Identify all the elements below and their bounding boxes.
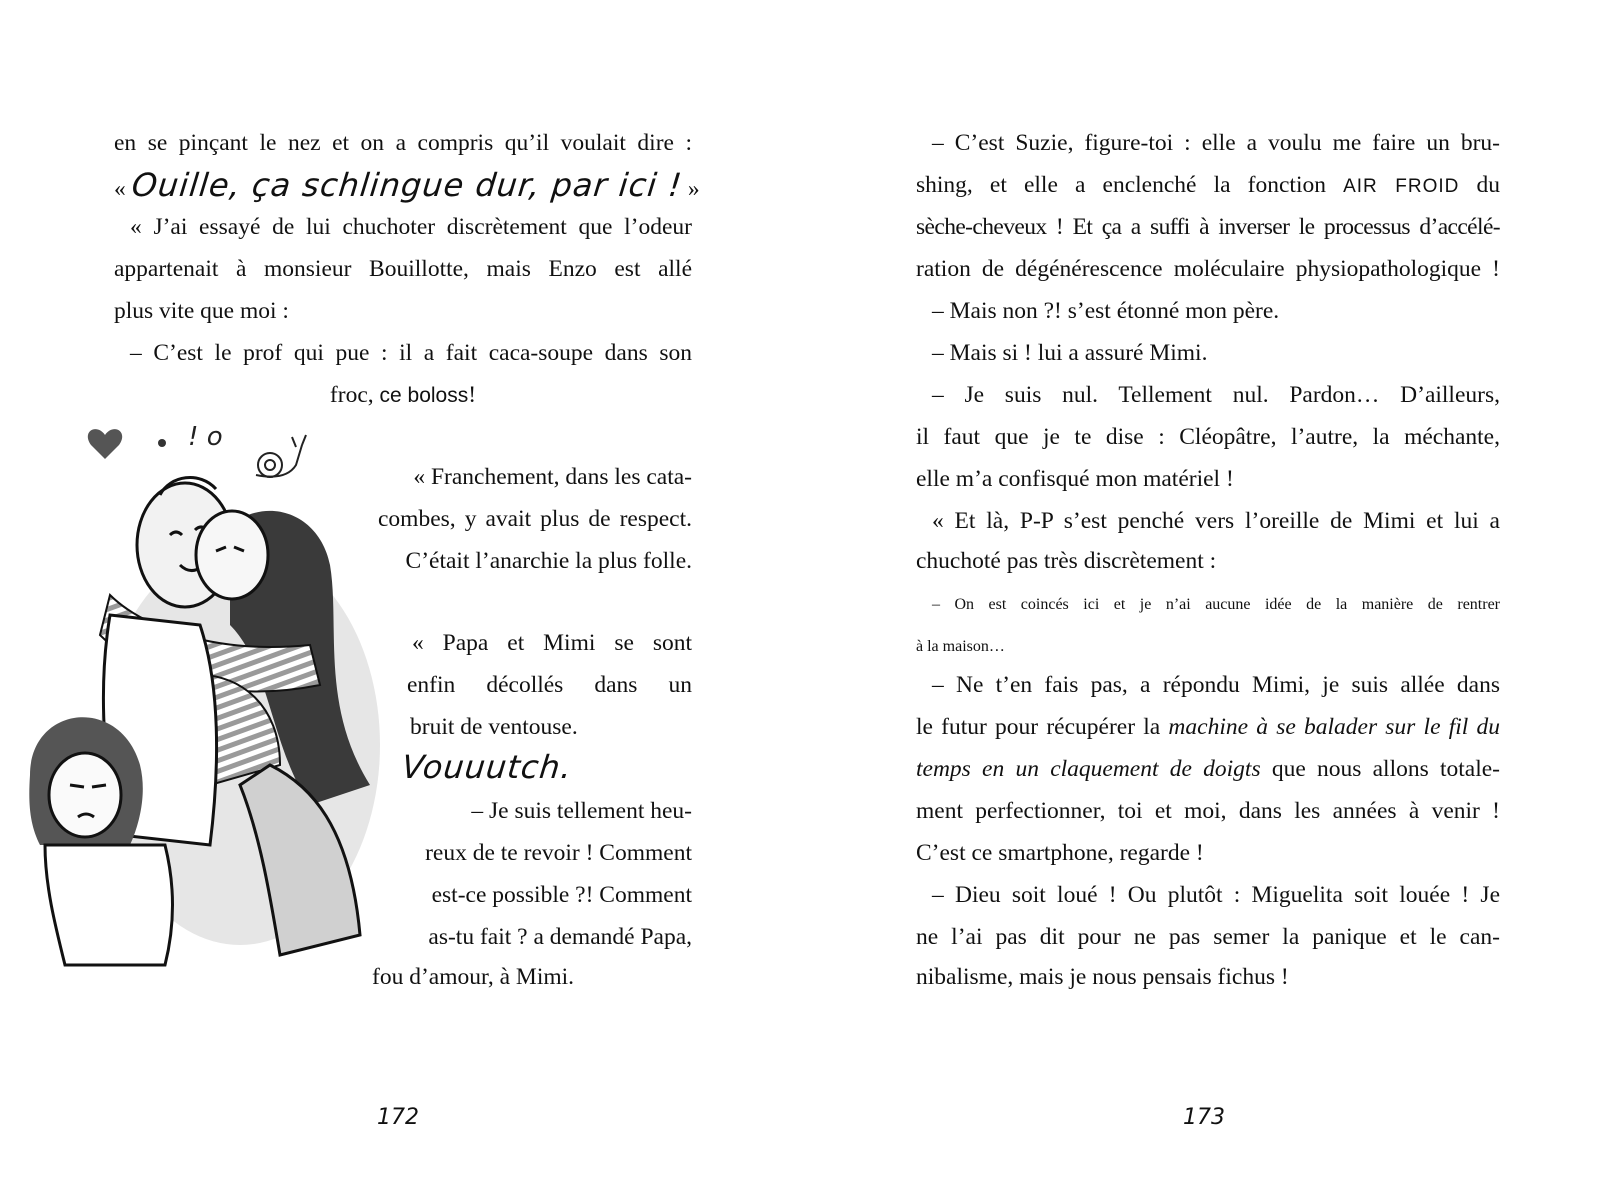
italic-title: machine à se balader sur le fil du xyxy=(1168,714,1500,740)
text-line-italic xyxy=(916,754,1500,784)
page-number: 173 xyxy=(1183,1105,1225,1130)
text-line: – Mais si ! lui a assuré Mimi. xyxy=(932,340,1208,366)
text-line: sèche-cheveux ! Et ça a suffi à inverser le processus d’accélé- xyxy=(916,214,1500,240)
text-line: bruit de ventouse. xyxy=(410,714,578,740)
quote-open: « xyxy=(114,176,126,202)
handwritten-exclamation-line xyxy=(114,166,700,204)
text-fragment: le futur pour récupérer la xyxy=(916,714,1161,740)
handwritten-exclamation: Ouille, ça schlingue dur, par ici ! xyxy=(129,166,685,204)
text-line: il faut que je te dise : Cléopâtre, l’autre, la méchante, xyxy=(916,424,1500,450)
text-line: reux de te revoir ! Comment xyxy=(425,840,692,866)
grumpy-girl-face xyxy=(49,753,121,837)
text-line-froc xyxy=(114,380,692,411)
text-fragment: ! xyxy=(468,382,477,408)
text-fragment: froc, xyxy=(329,382,374,408)
text-line: « Papa et Mimi se sont xyxy=(412,630,692,656)
text-fragment: shing, et elle a enclenché la fonction xyxy=(916,172,1326,198)
illustration-hug xyxy=(20,415,390,975)
dot-doodle xyxy=(158,439,166,447)
whisper-line: – On est coincés ici et je n’ai aucune idée de la manière de rentrer xyxy=(932,596,1500,613)
sound-effect-vouuutch: Vouuutch. xyxy=(400,748,575,786)
svg-text:! o: ! o xyxy=(188,422,223,452)
text-line: fou d’amour, à Mimi. xyxy=(372,964,575,990)
text-line: – Je suis nul. Tellement nul. Pardon… D’ailleurs, xyxy=(932,382,1500,408)
emphasis-air-froid: AIR FROID xyxy=(1343,176,1460,197)
text-line: nibalisme, mais je nous pensais fichus ! xyxy=(916,964,1289,990)
quote-close: » xyxy=(687,176,700,202)
text-fragment: du xyxy=(1476,172,1500,198)
right-page xyxy=(800,0,1600,1200)
text-line: « Franchement, dans les cata- xyxy=(413,464,692,490)
girl-face xyxy=(196,511,268,599)
text-line: ration de dégénérescence moléculaire physiopathologique ! xyxy=(916,256,1500,282)
text-line: as-tu fait ? a demandé Papa, xyxy=(428,924,692,950)
text-line: C’était l’anarchie la plus folle. xyxy=(405,548,692,574)
heart-doodle xyxy=(88,429,122,459)
text-line: ne l’ai pas dit pour ne pas semer la panique et le can- xyxy=(916,924,1500,950)
text-line: – C’est Suzie, figure-toi : elle a voulu me faire un bru- xyxy=(932,130,1500,156)
text-line: ment perfectionner, toi et moi, dans les années à venir ! xyxy=(916,798,1500,824)
text-line: « Et là, P-P s’est penché vers l’oreille de Mimi et lui a xyxy=(932,508,1500,534)
grumpy-girl-dress xyxy=(45,845,173,965)
text-line: « J’ai essayé de lui chuchoter discrètement que l’odeur xyxy=(130,214,692,240)
text-line: – Mais non ?! s’est étonné mon père. xyxy=(932,298,1280,324)
text-line-air-froid xyxy=(916,170,1500,202)
text-line: – Je suis tellement heu- xyxy=(471,798,692,824)
text-line: – C’est le prof qui pue : il a fait caca-soupe dans son xyxy=(130,340,692,366)
snail-doodle xyxy=(256,435,306,477)
text-line: combes, y avait plus de respect. xyxy=(378,506,692,532)
text-line: – Dieu soit loué ! Ou plutôt : Miguelita soit louée ! Je xyxy=(932,882,1500,908)
text-fragment: que nous allons totale- xyxy=(1271,756,1501,782)
text-line: elle m’a confisqué mon matériel ! xyxy=(916,466,1234,492)
emphasis-boloss: ce boloss xyxy=(379,384,469,407)
text-line: C’est ce smartphone, regarde ! xyxy=(916,840,1204,866)
text-line: enfin décollés dans un xyxy=(407,672,692,698)
text-line: en se pinçant le nez et on a compris qu’il voulait dire : xyxy=(114,130,692,156)
text-line: chuchoté pas très discrètement : xyxy=(916,548,1217,574)
text-line: appartenait à monsieur Bouillotte, mais Enzo est allé xyxy=(114,256,692,282)
italic-title: temps en un claquement de doigts xyxy=(916,756,1261,782)
text-line: plus vite que moi : xyxy=(114,298,289,324)
text-line: est-ce possible ?! Comment xyxy=(431,882,692,908)
page-number: 172 xyxy=(377,1105,419,1130)
whisper-line: à la maison… xyxy=(916,638,1005,655)
text-line-italic xyxy=(916,712,1500,742)
sound-effect-line xyxy=(400,748,575,786)
text-line: – Ne t’en fais pas, a répondu Mimi, je suis allée dans xyxy=(932,672,1500,698)
